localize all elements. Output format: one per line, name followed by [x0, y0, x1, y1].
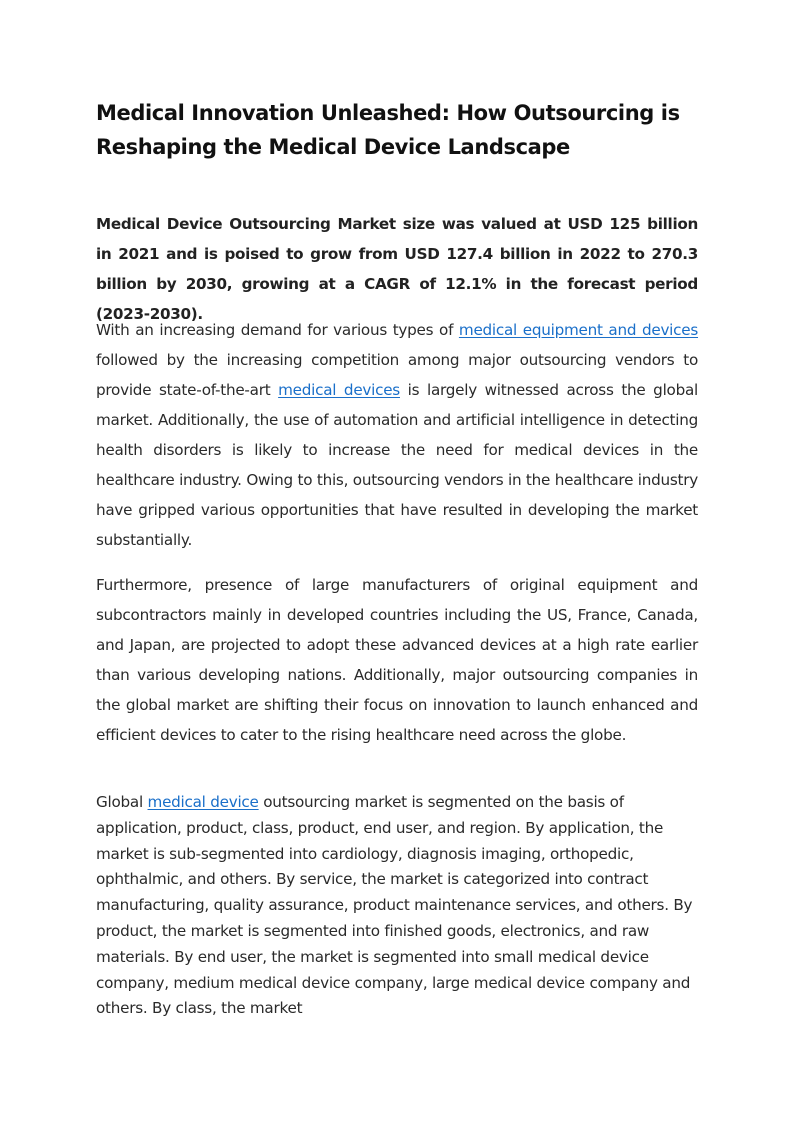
market-summary-lead: Medical Device Outsourcing Market size was valued at USD 125 billion in 2021 and is poised to grow from USD 127.4 billion in 2022 to 270.3 billion by 2030, growing at a CAGR of 12.1% in the forecast period (2023-2030).: [96, 215, 698, 323]
link-medical-equipment-and-devices[interactable]: medical equipment and devices: [458, 321, 699, 339]
article-title: Medical Innovation Unleashed: How Outsourcing is Reshaping the Medical Device Landscape: [96, 101, 680, 159]
paragraph-text: With an increasing demand for various types of: [96, 321, 459, 339]
paragraph-text: is largely witnessed across the global market. Additionally, the use of automation and artificial intelligence in detecting health disorders is likely to increase the need for medical devices in the healthcare industry. Owing to this, outsourcing vendors in the healthcare industry have gripped various opportunities that have resulted in developing the market substantially.: [96, 381, 698, 549]
link-medical-device[interactable]: medical device: [147, 793, 259, 811]
paragraph-segmentation: [96, 790, 698, 1022]
link-medical-devices[interactable]: medical devices: [278, 381, 400, 399]
paragraph-text: outsourcing market is segmented on the basis of application, product, class, product, end user, and region. By application, the market is sub-segmented into cardiology, diagnosis imaging, orthopedic, ophthalmic, and others. By service, the market is categorized into contract manufacturing, quality assurance, product maintenance services, and others. By product, the market is segmented into finished goods, electronics, and raw materials. By end user, the market is segmented into small medical device company, medium medical device company, large medical device company and others. By class, the market: [96, 793, 693, 1018]
paragraph-text: followed by the increasing competition among major outsourcing vendors to provide state-of-the-art: [96, 351, 698, 399]
paragraph-text: Global: [96, 793, 148, 811]
paragraph-demand: [96, 315, 698, 555]
paragraph-manufacturers: Furthermore, presence of large manufacturers of original equipment and subcontractors mainly in developed countries including the US, France, Canada, and Japan, are projected to adopt these advanced devices at a high rate earlier than various developing nations. Additionally, major outsourcing companies in the global market are shifting their focus on innovation to launch enhanced and efficient devices to cater to the rising healthcare need across the globe.: [96, 576, 698, 744]
